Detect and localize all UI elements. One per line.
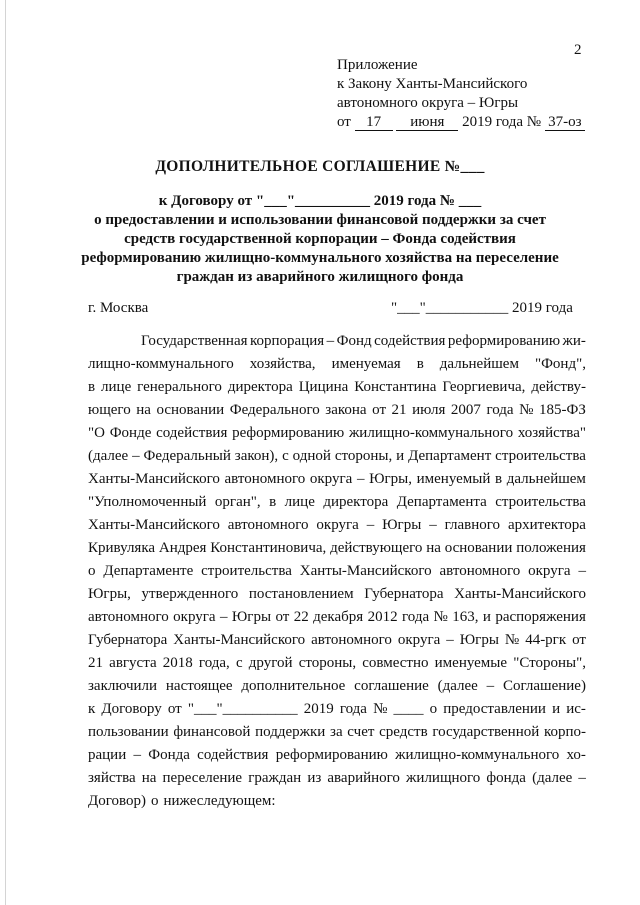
body-word: Георгиевича, — [442, 379, 526, 395]
body-word: Фонд — [336, 333, 372, 349]
body-word: – — [219, 609, 228, 625]
body-line — [88, 698, 586, 721]
body-word: директора — [323, 494, 389, 510]
day-field: 17 — [355, 115, 393, 131]
body-word: стороны, — [334, 448, 393, 464]
body-word: – — [356, 471, 365, 487]
body-word: № — [504, 632, 520, 648]
body-word: Государственная — [141, 333, 248, 349]
body-word: – — [366, 517, 375, 533]
body-word: Федеральный — [143, 448, 231, 464]
body-word: округа — [397, 632, 441, 648]
body-word: Губернатора — [88, 632, 168, 648]
body-word: содействия — [197, 747, 269, 763]
body-line — [88, 491, 586, 514]
body-word: Андрея — [158, 540, 207, 556]
body-word: хо- — [566, 747, 586, 763]
body-word: – — [446, 632, 454, 648]
subtitle-line: средств государственной корпорации – Фонда содействия — [124, 231, 516, 247]
body-word: Кривуляка — [88, 540, 156, 556]
body-word: года — [486, 402, 514, 418]
body-word: Константина — [354, 379, 437, 395]
body-word: Соглашение) — [503, 678, 586, 694]
body-word: и — [552, 701, 561, 717]
body-word: и — [396, 448, 405, 464]
body-word: строительства — [201, 563, 292, 579]
body-word: Ханты-Мансийского — [88, 517, 220, 533]
body-word: генерального — [137, 379, 222, 395]
body-word: хозяйства" — [517, 425, 586, 441]
body-word: округа — [528, 563, 571, 579]
body-word: жилищно-коммунального — [348, 425, 514, 441]
body-word: "Стороны", — [513, 655, 586, 671]
body-word: ющего — [88, 402, 131, 418]
body-word: дальнейшем — [506, 471, 586, 487]
body-word: года — [339, 701, 367, 717]
body-word: счет — [347, 724, 375, 740]
body-word: Югры, — [88, 586, 131, 602]
body-word: округа — [309, 471, 353, 487]
body-word: утвержденного — [141, 586, 239, 602]
body-word: хозяйства, — [249, 356, 316, 372]
body-word: жи- — [562, 333, 586, 349]
body-word: Югры — [231, 609, 272, 625]
scan-edge-line — [5, 0, 6, 905]
body-word: поддержки — [255, 724, 326, 740]
law-number-field: 37-оз — [545, 115, 585, 131]
body-word: 2012 — [367, 609, 398, 625]
body-word: в — [88, 379, 96, 395]
body-word: – — [578, 770, 586, 786]
body-word: ис- — [566, 701, 586, 717]
body-word: дополнительное — [241, 678, 346, 694]
subtitle-line: к Договору от "___"__________ 2019 года № ___ — [158, 193, 482, 209]
body-word: августа — [109, 655, 157, 671]
subtitle-line: граждан из аварийного жилищного фонда — [176, 269, 464, 285]
body-word: на — [141, 770, 157, 786]
body-word: с — [282, 448, 289, 464]
body-word: строительства — [495, 494, 586, 510]
body-word: о — [429, 701, 438, 717]
body-word: зяйства — [88, 770, 136, 786]
month-field: июня — [396, 115, 458, 131]
body-word: 185-ФЗ — [538, 402, 586, 418]
body-word: № — [433, 609, 448, 625]
body-word: (далее — [437, 678, 478, 694]
body-line — [88, 422, 586, 445]
body-word: 22 — [293, 609, 309, 625]
body-word: жилищного — [406, 770, 481, 786]
body-word: закон), — [234, 448, 279, 464]
body-word: Ханты-Мансийского — [173, 632, 306, 648]
body-word: именуемый — [416, 471, 491, 487]
body-word: фонда — [486, 770, 526, 786]
body-line — [88, 652, 586, 675]
body-word: основании — [444, 540, 513, 556]
body-word: одной — [292, 448, 331, 464]
body-word: округа — [173, 609, 216, 625]
body-word: 44-ргк — [525, 632, 567, 648]
body-word: на — [426, 540, 441, 556]
body-word: Федерального — [229, 402, 320, 418]
body-word: в — [495, 471, 503, 487]
body-word: 2007 — [450, 402, 481, 418]
body-line — [88, 353, 586, 376]
body-word: "___"__________ — [187, 701, 298, 717]
body-word: содействия — [374, 333, 446, 349]
body-word: 2019 — [303, 701, 334, 717]
body-line — [88, 376, 586, 399]
body-paragraph — [88, 330, 586, 813]
body-line — [88, 537, 586, 560]
body-word: действующего — [330, 540, 423, 556]
body-word: июля — [412, 402, 446, 418]
body-word: года — [401, 609, 430, 625]
body-word: действу- — [531, 379, 586, 395]
body-word: № — [373, 701, 388, 717]
body-word: "Фонд", — [534, 356, 586, 372]
body-word: Ханты-Мансийского — [299, 563, 432, 579]
body-word: Департамент — [408, 448, 492, 464]
body-word: к — [88, 701, 96, 717]
body-word: настоящее — [165, 678, 233, 694]
body-word: строительства — [495, 448, 586, 464]
subtitle-line: о предоставлении и использовании финансовой поддержки за счет — [94, 212, 546, 228]
document-subtitle — [60, 192, 580, 287]
body-word: дальнейшем — [439, 356, 519, 372]
body-word: – — [133, 747, 141, 763]
body-word: автономного — [311, 632, 392, 648]
body-word: Югры — [459, 632, 499, 648]
body-word: Фонде — [109, 425, 152, 441]
body-word: "О — [88, 425, 105, 441]
body-word: 21 — [391, 402, 407, 418]
appendix-line: Приложение — [337, 57, 418, 73]
body-word: и — [482, 609, 491, 625]
appendix-line: автономного округа – Югры — [337, 95, 519, 111]
body-word: Губернатора — [364, 586, 444, 602]
body-word: (далее — [532, 770, 573, 786]
body-word: – — [429, 517, 437, 533]
subtitle-line: реформированию жилищно-коммунального хозяйства на переселение — [81, 250, 559, 266]
body-word: – — [486, 678, 495, 694]
appendix-date-line — [337, 113, 627, 132]
body-word: нижеследующем: — [163, 793, 276, 809]
body-line — [88, 675, 586, 698]
body-word: Департамента — [396, 494, 487, 510]
body-word: за — [330, 724, 343, 740]
body-word: ____ — [393, 701, 424, 717]
year-text: 2019 года № — [462, 114, 542, 130]
body-word: автономного — [224, 471, 306, 487]
body-word: Департаменте — [103, 563, 194, 579]
body-line — [88, 560, 586, 583]
body-line — [88, 629, 586, 652]
body-line — [88, 468, 586, 491]
body-word: лице — [101, 379, 132, 395]
body-word: автономного — [88, 609, 169, 625]
body-word: пользовании — [88, 724, 169, 740]
page-number: 2 — [574, 42, 582, 58]
body-word: о — [151, 793, 159, 809]
body-word: финансовой — [173, 724, 251, 740]
body-word: с — [235, 655, 243, 671]
body-line — [88, 330, 586, 353]
body-word: директора — [227, 379, 293, 395]
appendix-line: к Закону Ханты-Мансийского — [337, 76, 528, 92]
body-word: именуемые — [434, 655, 508, 671]
body-line — [88, 583, 586, 606]
body-word: другой — [248, 655, 293, 671]
body-word: Югры — [382, 517, 422, 533]
body-line — [88, 606, 586, 629]
body-word: средств — [379, 724, 428, 740]
place-label: г. Москва — [88, 300, 149, 316]
body-word: в — [269, 494, 277, 510]
body-word: аварийного — [327, 770, 400, 786]
body-word: жилищно-коммунального — [395, 747, 560, 763]
body-word: (далее — [88, 448, 129, 464]
body-word: переселение — [162, 770, 243, 786]
document-title: ДОПОЛНИТЕЛЬНОЕ СОГЛАШЕНИЕ №___ — [155, 158, 485, 175]
body-word: главного — [444, 517, 501, 533]
body-word: Договор) — [88, 793, 146, 809]
body-word: Ханты-Мансийского — [88, 471, 220, 487]
body-line — [88, 445, 586, 468]
body-word: – — [326, 333, 335, 349]
body-word: автономного — [227, 517, 309, 533]
body-word: Договору — [101, 701, 162, 717]
body-word: декабря — [313, 609, 364, 625]
body-word: Цицина — [298, 379, 349, 395]
body-word: от — [572, 632, 586, 648]
body-word: автономного — [439, 563, 521, 579]
body-word: Фонда — [148, 747, 190, 763]
body-word: реформированию — [232, 425, 345, 441]
body-word: Константиновича, — [210, 540, 327, 556]
body-word: от — [372, 402, 386, 418]
body-word: положения — [516, 540, 586, 556]
body-word: в — [416, 356, 424, 372]
appendix-header — [337, 56, 627, 132]
body-word: заключили — [88, 678, 158, 694]
date-line: "___"___________ 2019 года — [391, 300, 573, 316]
body-word: округа — [316, 517, 359, 533]
body-word: архитектора — [507, 517, 586, 533]
body-word: – — [578, 563, 586, 579]
body-word: предоставлении — [443, 701, 546, 717]
body-word: корпорация — [250, 333, 325, 349]
body-word: содействия — [156, 425, 228, 441]
body-line — [88, 744, 586, 767]
body-word: года, — [198, 655, 230, 671]
body-word: 163, — [452, 609, 479, 625]
body-word: Ханты-Мансийского — [454, 586, 586, 602]
body-line — [88, 399, 586, 422]
body-line — [88, 767, 586, 790]
body-word: именуемая — [331, 356, 401, 372]
body-word: о — [88, 563, 96, 579]
body-word: реформированию — [275, 747, 388, 763]
body-line — [88, 790, 586, 813]
body-line — [88, 721, 586, 744]
body-word: рации — [88, 747, 127, 763]
body-word: от — [275, 609, 290, 625]
body-word: "Уполномоченный — [88, 494, 207, 510]
body-word: корпо- — [543, 724, 586, 740]
body-word: основании — [156, 402, 225, 418]
body-word: № — [519, 402, 534, 418]
body-word: из — [307, 770, 322, 786]
body-word: лице — [284, 494, 315, 510]
from-label: от — [337, 114, 351, 130]
body-word: граждан — [248, 770, 302, 786]
body-word: соглашение — [354, 678, 429, 694]
body-word: закона — [325, 402, 367, 418]
body-word: стороны, — [298, 655, 357, 671]
body-word: – — [132, 448, 140, 464]
body-word: государственной — [432, 724, 540, 740]
body-word: от — [167, 701, 182, 717]
body-word: лищно-коммунального — [88, 356, 234, 372]
body-word: Югры, — [369, 471, 412, 487]
body-word: распоряжения — [495, 609, 586, 625]
body-word: 2018 — [162, 655, 193, 671]
body-word: постановлением — [248, 586, 354, 602]
body-line — [88, 514, 586, 537]
body-word: совместно — [362, 655, 429, 671]
body-word: орган", — [214, 494, 261, 510]
body-word: 21 — [88, 655, 103, 671]
body-word: на — [136, 402, 151, 418]
body-word: реформированию — [447, 333, 561, 349]
